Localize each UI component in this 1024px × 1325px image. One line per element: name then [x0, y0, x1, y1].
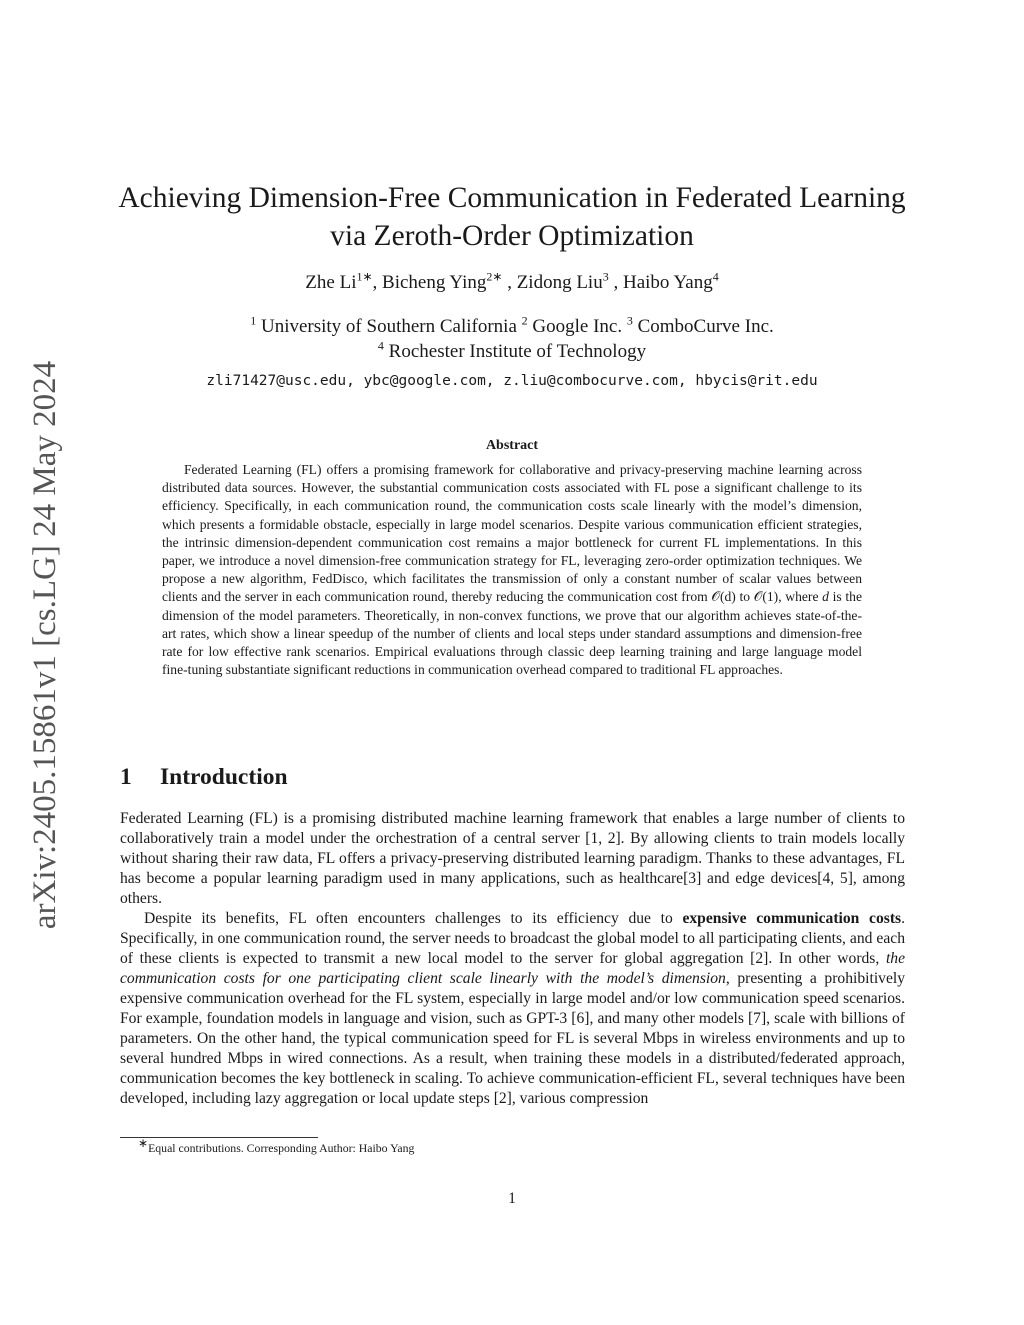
section-number: 1 — [120, 764, 132, 790]
separator: , — [372, 272, 383, 293]
author-emails — [110, 373, 914, 389]
abstract-segment: to — [735, 589, 754, 605]
footnote-mark: ∗ — [138, 1136, 149, 1151]
arxiv-identifier: arXiv:2405.15861v1 [cs.LG] 24 May 2024 — [27, 360, 63, 930]
intro-paragraph-2 — [120, 909, 905, 1109]
math-expression: 𝒪(1) — [753, 589, 779, 605]
paragraph-segment: Despite its benefits, FL often encounters challenges to its efficiency due to — [144, 910, 683, 927]
affiliations-line-1 — [110, 313, 914, 338]
affiliation: University of Southern California — [256, 316, 522, 337]
arxiv-sidebar — [18, 345, 73, 945]
affiliation: Rochester Institute of Technology — [383, 341, 647, 362]
author-list — [110, 269, 914, 294]
affiliation-mark: 3 — [626, 313, 633, 328]
email-link[interactable]: hbycis@rit.edu — [695, 373, 818, 389]
separator: , — [485, 373, 504, 389]
author-name: Zhe Li — [305, 272, 357, 293]
page-number: 1 — [508, 1190, 516, 1207]
paper-title-line-1: Achieving Dimension-Free Communication in Federated Learning — [118, 182, 906, 214]
separator: , — [346, 373, 364, 389]
section-title: Introduction — [160, 764, 288, 790]
footnote-rule — [120, 1137, 318, 1138]
section-heading — [120, 764, 288, 791]
separator: , — [608, 272, 623, 293]
affiliations-line-2 — [110, 338, 914, 363]
abstract-segment: is the dimension of the model parameters. Theoretically, in non-convex functions, we prove that our algorithm achieves state-of-the-art rates, which show a linear speedup of the number of clients and local steps under standard assumptions and dimension-free rate for low effective rank scenarios. Empirical evaluations through classic deep learning training and large language model fine-tuning substantiate significant reductions in communication overhead compared to traditional FL approaches. — [162, 589, 862, 678]
abstract-text — [162, 461, 862, 679]
math-variable: d — [822, 589, 829, 605]
author-affiliation-mark: 3 — [602, 269, 609, 284]
paragraph-segment: . Specifically, in one communication round, the server needs to broadcast the global model to all participating clients, and each of these clients is expected to transmit a new local model to the server for global aggregation [2]. In other words, — [120, 910, 905, 967]
email-link[interactable]: ybc@google.com — [363, 373, 486, 389]
separator: , — [677, 373, 696, 389]
footnote — [138, 1136, 415, 1156]
affiliation-mark: 1 — [250, 313, 257, 328]
author-affiliation-mark: 2∗ — [486, 269, 503, 284]
abstract-segment: , where — [778, 589, 823, 605]
email-link[interactable]: z.liu@combocurve.com — [503, 373, 678, 389]
affiliation: Google Inc. — [527, 316, 627, 337]
author-name: Bicheng Ying — [382, 272, 487, 293]
email-link[interactable]: zli71427@usc.edu — [206, 373, 347, 389]
author-name: Haibo Yang — [622, 272, 713, 293]
paragraph-segment: , presenting a prohibitively expensive communication overhead for the FL system, especially in large model and/or low communication speed scenarios. For example, foundation models in language and vision, such as GPT-3 [6], and many other models [7], scale with billions of parameters. On the other hand, the typical communication speed for FL is several Mbps in wireless environments and up to several hundred Mbps in wired connections. As a result, when training these models in a distributed/federated approach, communication becomes the key bottleneck in scaling. To achieve communication-efficient FL, several techniques have been developed, including lazy aggregation or local update steps [2], various compression — [120, 970, 905, 1107]
abstract-heading: Abstract — [485, 438, 539, 453]
author-affiliation-mark: 4 — [712, 269, 719, 284]
affiliation: ComboCurve Inc. — [632, 316, 774, 337]
footnote-text: Equal contributions. Corresponding Author: Haibo Yang — [148, 1141, 415, 1155]
author-name: Zidong Liu — [516, 272, 603, 293]
abstract-segment: Federated Learning (FL) offers a promising framework for collaborative and privacy-preserving machine learning across distributed data sources. However, the substantial communication costs associated with FL pose a significant challenge to its efficiency. Specifically, in each communication round, the communication costs scale linearly with the model’s dimension, which presents a formidable obstacle, especially in large model scenarios. Despite various communication efficient strategies, the intrinsic dimension-dependent communication cost remains a major bottleneck for current FL implementations. In this paper, we introduce a novel dimension-free communication strategy for FL, leveraging zero-order optimization techniques. We propose a new algorithm, FedDisco, which facilitates the transmission of only a constant number of scalar values between clients and the server in each communication round, thereby reducing the communication cost from — [162, 462, 862, 605]
paper-title-line-2: via Zeroth-Order Optimization — [330, 220, 694, 252]
math-expression: 𝒪(d) — [711, 589, 736, 605]
affiliation-mark: 2 — [521, 313, 528, 328]
italic-phrase: the communication costs for one participating client scale linearly with the model’s dimension — [120, 950, 905, 987]
author-affiliation-mark: 1∗ — [356, 269, 373, 284]
separator: , — [502, 272, 517, 293]
intro-paragraph-1: Federated Learning (FL) is a promising distributed machine learning framework that enables a large number of clients to collaboratively train a model under the orchestration of a central server [1, 2]. By allowing clients to train models locally without sharing their raw data, FL offers a privacy-preserving distributed learning paradigm. Thanks to these advantages, FL has become a popular learning paradigm used in many applications, such as healthcare[3] and edge devices[4, 5], among others. — [120, 810, 905, 907]
bold-phrase: expensive communication costs — [682, 910, 902, 927]
affiliation-mark: 4 — [377, 338, 384, 353]
